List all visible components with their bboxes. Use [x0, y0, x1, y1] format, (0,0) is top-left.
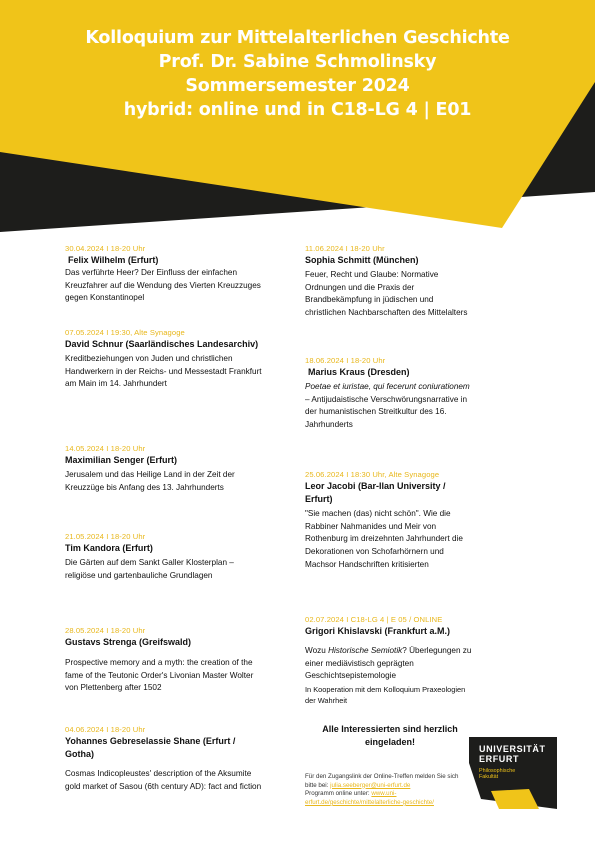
event-title-rest: ? Überlegungen zu einer mediävistisch geprägten Geschichtsepistemologie [305, 646, 472, 681]
event-title-italic: Historische Semiotik [328, 646, 403, 655]
logo-line-erfurt: ERFURT [479, 754, 520, 764]
event-title-rest: – Antijudaistische Verschwörungsnarrative in der humanistischen Streitkultur des 16. Jahrhunderts [305, 394, 468, 430]
event-item [65, 443, 265, 531]
venue-line: hybrid: online und in C18-LG 4 | E01 [123, 100, 472, 120]
event-date: 04.06.2024 I 18-20 Uhr [65, 725, 146, 734]
event-speaker: David Schnur (Saarländisches Landesarchiv) [65, 339, 259, 349]
event-date: 02.07.2024 I C18-LG 4 | E 05 / ONLINE [305, 615, 443, 624]
access-info [305, 773, 470, 807]
event-speaker: Gustavs Strenga (Greifswald) [65, 637, 192, 647]
event-item [65, 327, 265, 443]
event-date: 25.06.2024 I 18:30 Uhr, Alte Synagoge [305, 470, 440, 479]
event-title: Die Gärten auf dem Sankt Galler Klosterplan – religiöse und gartenbauliche Grundlagen [65, 558, 234, 580]
professor-name: Prof. Dr. Sabine Schmolinsky [158, 52, 437, 72]
event-speaker: Leor Jacobi (Bar-Ilan University / Erfurt) [305, 481, 446, 504]
event-date: 14.05.2024 I 18-20 Uhr [65, 444, 146, 453]
semester: Sommersemester 2024 [185, 76, 410, 96]
event-speaker: Maximilian Senger (Erfurt) [65, 455, 178, 465]
event-speaker: Tim Kandora (Erfurt) [65, 543, 153, 553]
event-item [65, 724, 265, 793]
event-date: 11.06.2024 I 18-20 Uhr [305, 244, 385, 253]
logo-text [479, 745, 546, 781]
access-text: Für den Zugangslink der Online-Treffen melden Sie sich bitte bei: [305, 773, 459, 789]
event-item [305, 469, 475, 614]
left-column [65, 243, 265, 793]
event-title: Prospective memory and a myth: the creation of the fame of the Teutonic Order's Livonian Master Wolter von Plettenberg after 1502 [65, 658, 254, 693]
event-date: 28.05.2024 I 18-20 Uhr [65, 626, 146, 635]
logo-faculty [479, 768, 546, 781]
right-column [305, 243, 475, 706]
program-link[interactable]: www.uni-erfurt.de/geschichte/mittelalterliche-geschichte/ [305, 790, 434, 806]
event-speaker: Sophia Schmitt (München) [305, 255, 419, 265]
event-speaker: Felix Wilhelm (Erfurt) [68, 255, 159, 265]
header-title-block [0, 26, 595, 122]
logo-line-universitaet: UNIVERSITÄT [479, 744, 546, 754]
event-item [305, 355, 475, 469]
event-title-italic: Poetae et iuristae, qui fecerunt coniurationem [305, 382, 470, 391]
event-date: 07.05.2024 I 19:30, Alte Synagoge [65, 328, 185, 337]
event-title-prefix: Wozu [305, 646, 329, 655]
university-logo [469, 737, 557, 809]
event-item [65, 531, 265, 625]
event-item [65, 625, 265, 724]
event-title: Kreditbeziehungen von Juden und christlichen Handwerkern in der Reichs- und Messestadt Frankfurt am Main im 14. Jahrhundert [65, 354, 262, 389]
event-speaker: Marius Kraus (Dresden) [308, 367, 410, 377]
event-title: Cosmas Indicopleustes' description of the Aksumite gold market of Sasou (6th century AD): fact and fiction [65, 769, 262, 791]
event-date: 21.05.2024 I 18-20 Uhr [65, 532, 146, 541]
event-item [305, 614, 475, 706]
event-speaker: Yohannes Gebreselassie Shane (Erfurt / Gotha) [65, 736, 236, 759]
event-speaker: Grigori Khislavski (Frankfurt a.M.) [305, 626, 451, 636]
invitation-text: Alle Interessierten sind herzlich eingeladen! [322, 724, 458, 747]
event-title [305, 381, 475, 432]
logo-line-philosophische: Philosophische [479, 768, 516, 774]
event-title: Feuer, Recht und Glaube: Normative Ordnungen und die Praxis der Brandbekämpfung in jüdischen und christlichen Nachbarschaften des Mittelalters [305, 270, 468, 318]
event-title: "Sie machen (das) nicht schön". Wie die Rabbiner Nahmanides und Meir von Rothenburg im dreizehnten Jahrhundert die Dekorationen von Schofarhörnern und Machsor Handschriften kritisierten [305, 509, 463, 569]
cooperation-note: In Kooperation mit dem Kolloquium Praxeologien der Wahrheit [305, 685, 466, 705]
event-item [65, 243, 265, 327]
event-title: Das verführte Heer? Der Einfluss der einfachen Kreuzfahrer auf die Wendung des Vierten Kreuzzuges gegen Konstantinopel [65, 268, 261, 303]
event-title: Jerusalem und das Heilige Land in der Zeit der Kreuzzüge bis Anfang des 13. Jahrhunderts [65, 470, 235, 492]
event-title [305, 645, 475, 683]
event-date: 18.06.2024 I 18-20 Uhr [305, 356, 386, 365]
colloquium-title: Kolloquium zur Mittelalterlichen Geschichte [85, 28, 510, 48]
program-text: Programm online unter: [305, 790, 372, 798]
contact-email-link[interactable]: julia.seeberger@uni-erfurt.de [330, 781, 411, 789]
logo-line-fakultaet: Fakultät [479, 774, 499, 781]
event-item [305, 243, 475, 355]
event-date: 30.04.2024 I 18-20 Uhr [65, 244, 146, 253]
